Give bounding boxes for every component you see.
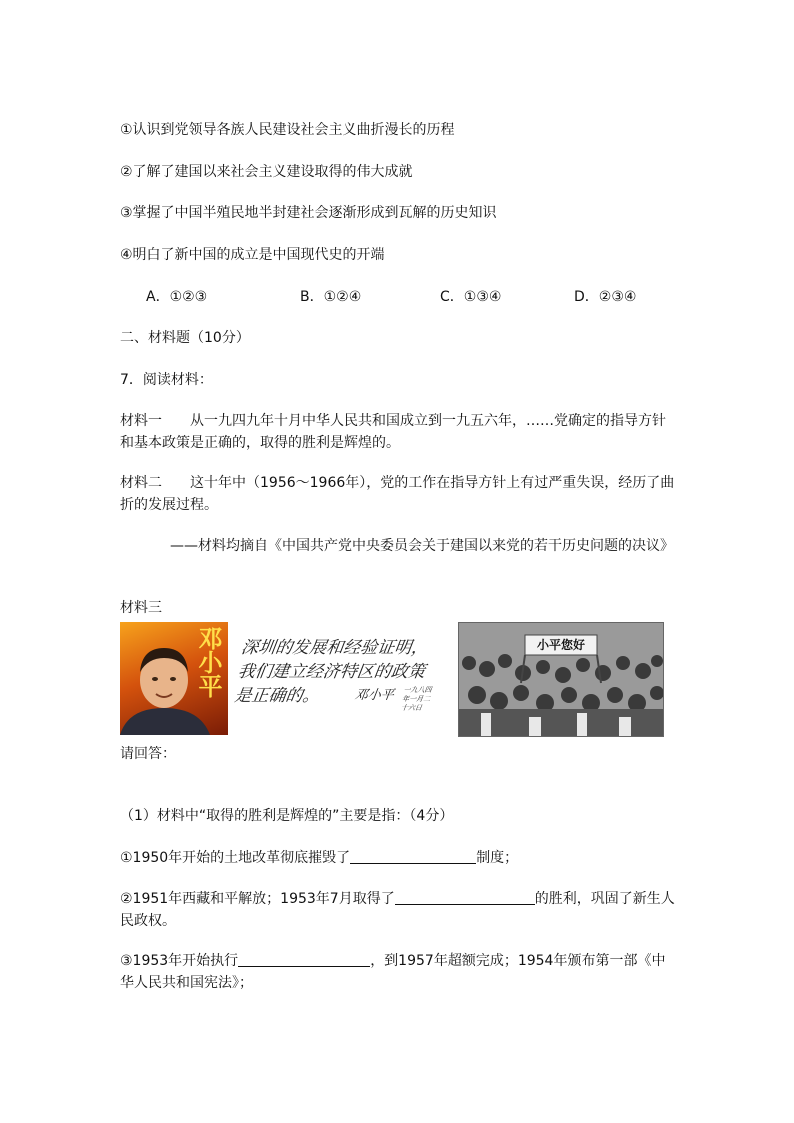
crowd-photo <box>458 622 664 737</box>
question-1-stem: （1）材料中“取得的胜利是辉煌的”主要是指：（4分） <box>120 808 454 824</box>
source-citation: ——材料均摘自《中国共产党中央委员会关于建国以来党的若干历史问题的决议》 <box>170 538 674 554</box>
option-d[interactable]: D．②③④ <box>574 289 637 305</box>
sub2-text-after: 的胜利，巩固了新生人民政权。 <box>120 891 675 929</box>
option-c[interactable]: C．①③④ <box>440 289 502 305</box>
material-2: 材料二 这十年中（1956～1966年），党的工作在指导方针上有过严重失误，经历了曲折的发展过程。 <box>120 475 675 513</box>
calligraphy-signature: 邓小平 <box>353 688 395 703</box>
answer-blank-2[interactable] <box>395 889 535 905</box>
material-1: 材料一 从一九四九年十月中华人民共和国成立到一九五六年，……党确定的指导方针和基本政策是正确的，取得的胜利是辉煌的。 <box>120 413 666 451</box>
question-1-sub-2 <box>120 888 676 932</box>
sub1-text-before: ①1950年开始的土地改革彻底摧毁了 <box>120 850 351 866</box>
question-1-sub-3 <box>120 950 676 994</box>
portrait-image <box>120 622 228 735</box>
statement-3: ③掌握了中国半殖民地半封建社会逐渐形成到瓦解的历史知识 <box>120 205 497 221</box>
calligraphy-date: 一九八四年一月二十六日 <box>400 686 433 712</box>
calligraphy-line-1: 深圳的发展和经验证明， <box>239 638 430 658</box>
section-title: 二、材料题（10分） <box>120 330 250 346</box>
sub3-text-after: ，到1957年超额完成；1954年颁布第一部《中华人民共和国宪法》； <box>120 953 666 991</box>
statement-1: ①认识到党领导各族人民建设社会主义曲折漫长的历程 <box>120 122 455 138</box>
sub1-text-after: 制度； <box>476 850 519 866</box>
calligraphy-line-3: 是正确的。 <box>233 686 322 706</box>
calligraphy-image <box>232 622 454 735</box>
material-3-label: 材料三 <box>120 600 162 616</box>
answer-prompt: 请回答： <box>120 746 176 762</box>
portrait-name: 邓小平 <box>194 626 223 698</box>
option-b[interactable]: B．①②④ <box>300 289 362 305</box>
question-intro: 7．阅读材料： <box>120 372 213 388</box>
question-1-sub-1 <box>120 848 518 868</box>
calligraphy-line-2: 我们建立经济特区的政策 <box>236 662 427 682</box>
sub3-text-before: ③1953年开始执行 <box>120 953 239 969</box>
statement-2: ②了解了建国以来社会主义建设取得的伟大成就 <box>120 164 413 180</box>
sub2-text-before: ②1951年西藏和平解放；1953年7月取得了 <box>120 891 395 907</box>
banner-text: 小平您好 <box>536 638 585 652</box>
answer-options <box>146 286 686 306</box>
statement-4: ④明白了新中国的成立是中国现代史的开端 <box>120 247 385 263</box>
option-a[interactable]: A．①②③ <box>146 289 208 305</box>
answer-blank-1[interactable] <box>350 848 476 864</box>
answer-blank-3[interactable] <box>238 951 370 967</box>
